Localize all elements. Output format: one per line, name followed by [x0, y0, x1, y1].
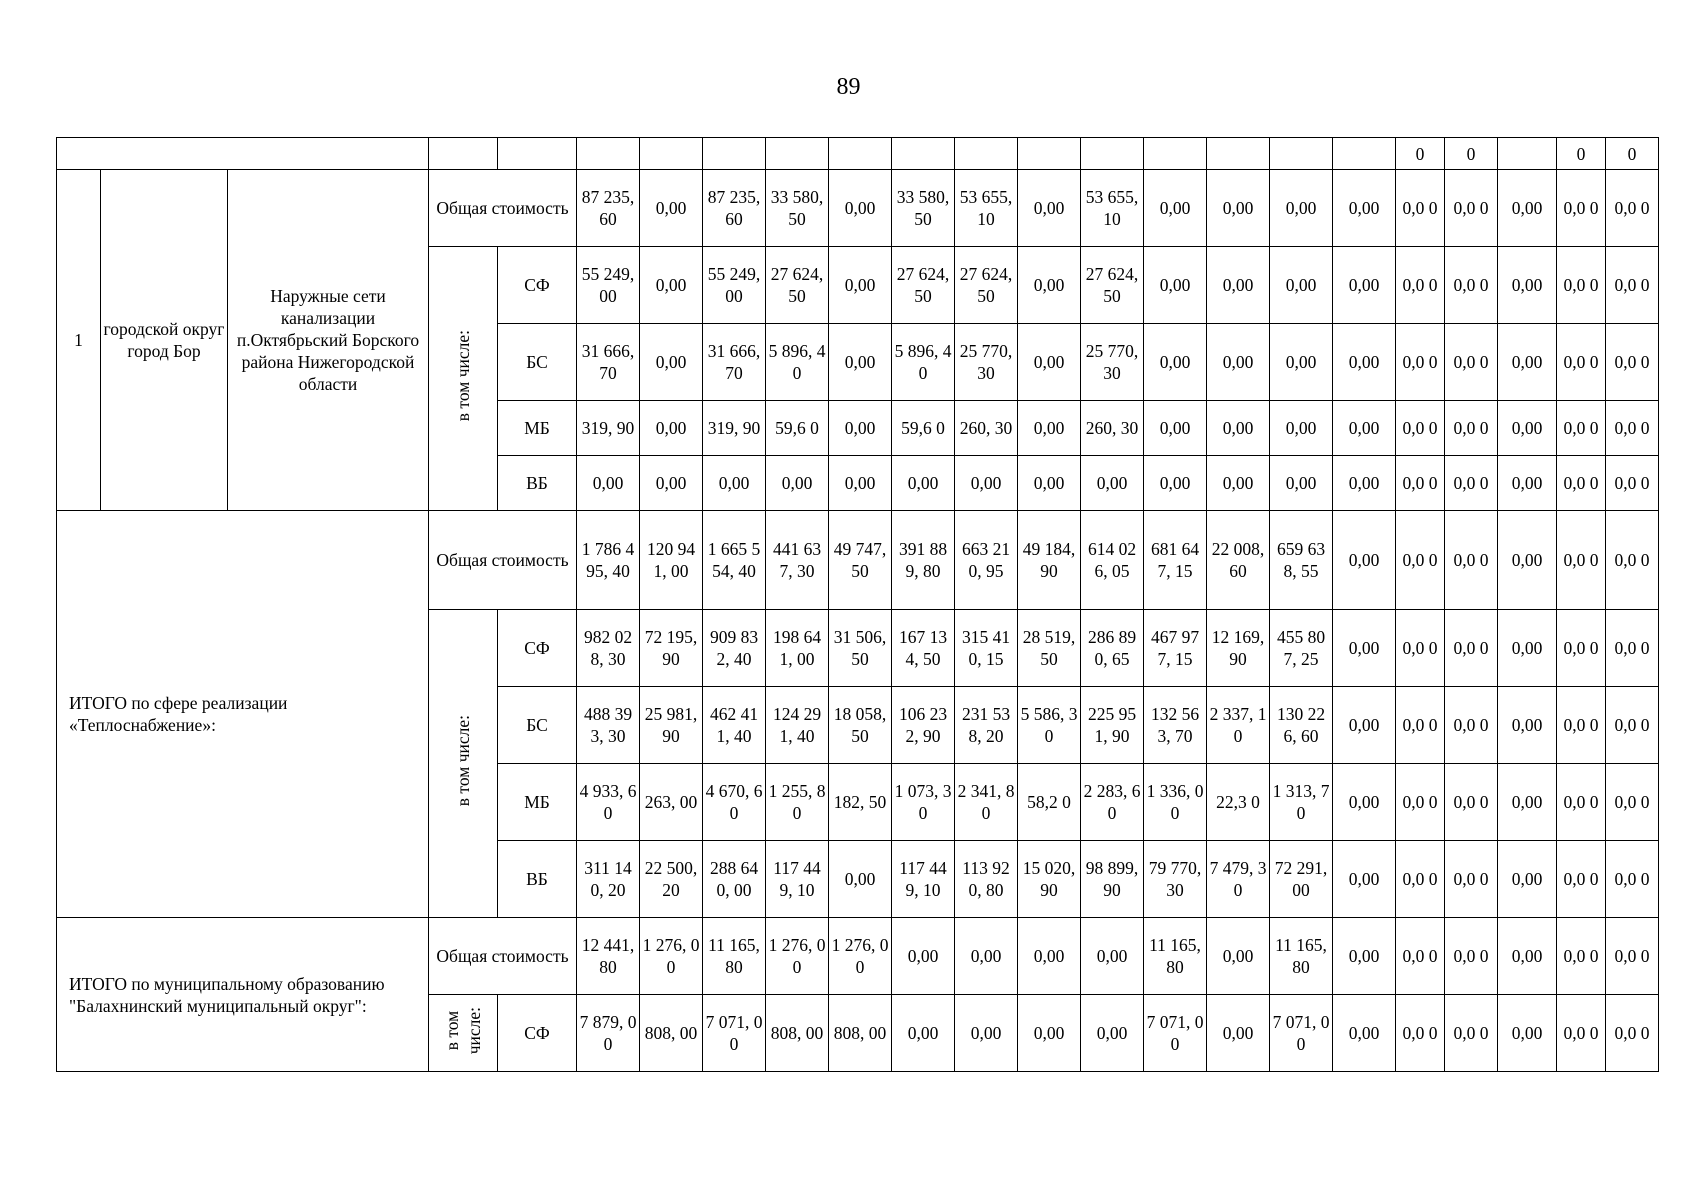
value-cell: 0,0 0: [1606, 456, 1659, 511]
value-cell: 0,0 0: [1396, 841, 1445, 918]
value-cell: 0,0 0: [1557, 401, 1606, 456]
value-cell: 0,00: [1498, 247, 1557, 324]
value-cell: 7 479, 30: [1207, 841, 1270, 918]
value-cell: 0,00: [1207, 170, 1270, 247]
value-cell: 72 291, 00: [1270, 841, 1333, 918]
including-cell: [429, 247, 498, 511]
value-cell: 27 624, 50: [892, 247, 955, 324]
value-cell: 0,0 0: [1557, 511, 1606, 610]
value-cell: 0,00: [1018, 170, 1081, 247]
empty-cell: [640, 138, 703, 170]
value-cell: 0,00: [1207, 456, 1270, 511]
value-cell: 1 336, 00: [1144, 764, 1207, 841]
value-cell: 0,0 0: [1606, 610, 1659, 687]
value-cell: 2 341, 80: [955, 764, 1018, 841]
value-cell: 0,0 0: [1396, 401, 1445, 456]
value-cell: 0,0 0: [1557, 247, 1606, 324]
funding-source: МБ: [498, 401, 577, 456]
value-cell: 0,00: [955, 918, 1018, 995]
value-cell: 0,00: [1498, 764, 1557, 841]
value-cell: 0,0 0: [1606, 170, 1659, 247]
value-cell: 11 165, 80: [1144, 918, 1207, 995]
value-cell: 0,0 0: [1557, 841, 1606, 918]
value-cell: 0: [1557, 138, 1606, 170]
value-cell: 7 879, 00: [577, 995, 640, 1072]
value-cell: 288 640, 00: [703, 841, 766, 918]
value-cell: 0,0 0: [1445, 511, 1498, 610]
value-cell: 0,00: [1144, 456, 1207, 511]
value-cell: 311 140, 20: [577, 841, 640, 918]
funding-source: БС: [498, 324, 577, 401]
value-cell: 182, 50: [829, 764, 892, 841]
value-cell: 0,0 0: [1445, 401, 1498, 456]
value-cell: 18 058, 50: [829, 687, 892, 764]
value-cell: 614 026, 05: [1081, 511, 1144, 610]
value-cell: 0,0 0: [1557, 764, 1606, 841]
value-cell: 0,00: [766, 456, 829, 511]
value-cell: 0: [1445, 138, 1498, 170]
value-cell: 79 770, 30: [1144, 841, 1207, 918]
value-cell: 59,6 0: [766, 401, 829, 456]
value-cell: 87 235, 60: [703, 170, 766, 247]
value-cell: 0,00: [829, 247, 892, 324]
value-cell: 0,0 0: [1445, 170, 1498, 247]
value-cell: 0,00: [703, 456, 766, 511]
value-cell: 0,0 0: [1606, 511, 1659, 610]
value-cell: 467 977, 15: [1144, 610, 1207, 687]
including-cell: [429, 610, 498, 918]
value-cell: 22,3 0: [1207, 764, 1270, 841]
value-cell: 0,0 0: [1396, 511, 1445, 610]
value-cell: 0,00: [640, 401, 703, 456]
empty-cell: [1081, 138, 1144, 170]
empty-cell: [766, 138, 829, 170]
value-cell: 0,00: [829, 841, 892, 918]
value-cell: 4 933, 60: [577, 764, 640, 841]
value-cell: 59,6 0: [892, 401, 955, 456]
value-cell: 5 586, 30: [1018, 687, 1081, 764]
empty-cell: [577, 138, 640, 170]
table-row: [57, 918, 1659, 995]
including-cell: [429, 995, 498, 1072]
value-cell: 0,0 0: [1606, 247, 1659, 324]
value-cell: 0,0 0: [1557, 687, 1606, 764]
value-cell: 0,00: [955, 995, 1018, 1072]
value-cell: 1 276, 00: [640, 918, 703, 995]
value-cell: 0,0 0: [1557, 995, 1606, 1072]
value-cell: 25 770, 30: [1081, 324, 1144, 401]
value-cell: 681 647, 15: [1144, 511, 1207, 610]
empty-cell: [1270, 138, 1333, 170]
value-cell: 0,0 0: [1396, 170, 1445, 247]
empty-cell: [1018, 138, 1081, 170]
value-cell: 1 665 554, 40: [703, 511, 766, 610]
value-cell: 0,0 0: [1445, 687, 1498, 764]
value-cell: 0,00: [1270, 401, 1333, 456]
value-cell: 0,0 0: [1557, 170, 1606, 247]
including-label: в том числе:: [453, 715, 473, 807]
including-label-part: числе:: [464, 1006, 484, 1055]
total-cost-label: Общая стоимость: [429, 170, 577, 247]
value-cell: 98 899, 90: [1081, 841, 1144, 918]
value-cell: 0,00: [1498, 687, 1557, 764]
value-cell: 0,00: [1018, 995, 1081, 1072]
value-cell: 7 071, 00: [1144, 995, 1207, 1072]
value-cell: 0,00: [1498, 918, 1557, 995]
value-cell: 0,00: [577, 456, 640, 511]
value-cell: 982 028, 30: [577, 610, 640, 687]
value-cell: 72 195, 90: [640, 610, 703, 687]
value-cell: 663 210, 95: [955, 511, 1018, 610]
municipality-name: городской округ город Бор: [101, 170, 228, 511]
value-cell: 0,00: [1144, 324, 1207, 401]
value-cell: 0,0 0: [1445, 764, 1498, 841]
value-cell: 2 283, 60: [1081, 764, 1144, 841]
funding-source: ВБ: [498, 456, 577, 511]
value-cell: 0,00: [1333, 995, 1396, 1072]
value-cell: 117 449, 10: [892, 841, 955, 918]
value-cell: 462 411, 40: [703, 687, 766, 764]
value-cell: 0,0 0: [1396, 247, 1445, 324]
subtotal-title: ИТОГО по муниципальному образованию "Балахнинский муниципальный округ":: [57, 918, 429, 1072]
value-cell: 0,0 0: [1396, 918, 1445, 995]
value-cell: 11 165, 80: [1270, 918, 1333, 995]
value-cell: 263, 00: [640, 764, 703, 841]
value-cell: 31 666, 70: [577, 324, 640, 401]
value-cell: 1 073, 30: [892, 764, 955, 841]
value-cell: 0,0 0: [1606, 687, 1659, 764]
value-cell: 1 313, 70: [1270, 764, 1333, 841]
value-cell: 0: [1396, 138, 1445, 170]
value-cell: 0,00: [1333, 170, 1396, 247]
row-index: 1: [57, 170, 101, 511]
table-row: [57, 138, 1659, 170]
value-cell: 31 506, 50: [829, 610, 892, 687]
value-cell: 0,0 0: [1606, 764, 1659, 841]
value-cell: 49 747, 50: [829, 511, 892, 610]
empty-cell: [1333, 138, 1396, 170]
empty-cell: [498, 138, 577, 170]
value-cell: 0,00: [955, 456, 1018, 511]
value-cell: 1 255, 80: [766, 764, 829, 841]
value-cell: 15 020, 90: [1018, 841, 1081, 918]
value-cell: 0,00: [892, 456, 955, 511]
value-cell: 0,0 0: [1557, 610, 1606, 687]
value-cell: 0,0 0: [1557, 918, 1606, 995]
value-cell: 0,00: [1270, 456, 1333, 511]
value-cell: 0,00: [1018, 918, 1081, 995]
value-cell: 909 832, 40: [703, 610, 766, 687]
including-label: [441, 1007, 485, 1054]
empty-cell: [829, 138, 892, 170]
value-cell: 2 337, 10: [1207, 687, 1270, 764]
value-cell: 0,00: [1498, 324, 1557, 401]
value-cell: 53 655, 10: [1081, 170, 1144, 247]
value-cell: 0,00: [1270, 247, 1333, 324]
value-cell: 0,00: [1144, 401, 1207, 456]
value-cell: 0,00: [1081, 918, 1144, 995]
empty-cell: [1498, 138, 1557, 170]
value-cell: 130 226, 60: [1270, 687, 1333, 764]
value-cell: 0,0 0: [1557, 324, 1606, 401]
value-cell: 0,0 0: [1606, 995, 1659, 1072]
empty-cell: [1207, 138, 1270, 170]
value-cell: 0,00: [1333, 401, 1396, 456]
funding-source: БС: [498, 687, 577, 764]
total-cost-label: Общая стоимость: [429, 918, 577, 995]
value-cell: 0,00: [1081, 456, 1144, 511]
value-cell: 28 519, 50: [1018, 610, 1081, 687]
value-cell: 55 249, 00: [703, 247, 766, 324]
value-cell: 124 291, 40: [766, 687, 829, 764]
subtotal-title: ИТОГО по сфере реализации «Теплоснабжение»:: [57, 511, 429, 918]
value-cell: 0,00: [1018, 247, 1081, 324]
value-cell: 0,00: [1207, 995, 1270, 1072]
value-cell: 0,00: [1144, 247, 1207, 324]
value-cell: 0,0 0: [1445, 841, 1498, 918]
value-cell: 0,00: [1498, 401, 1557, 456]
value-cell: 117 449, 10: [766, 841, 829, 918]
total-cost-label: Общая стоимость: [429, 511, 577, 610]
value-cell: 25 770, 30: [955, 324, 1018, 401]
value-cell: 87 235, 60: [577, 170, 640, 247]
including-label-part: в том: [442, 1010, 462, 1051]
value-cell: 0,00: [1498, 511, 1557, 610]
funding-source: МБ: [498, 764, 577, 841]
funding-source: СФ: [498, 995, 577, 1072]
value-cell: 0,00: [1333, 918, 1396, 995]
value-cell: 5 896, 40: [892, 324, 955, 401]
value-cell: 55 249, 00: [577, 247, 640, 324]
value-cell: 0,00: [1207, 918, 1270, 995]
value-cell: 0,0 0: [1606, 841, 1659, 918]
value-cell: 0,00: [1333, 511, 1396, 610]
value-cell: 0,0 0: [1396, 995, 1445, 1072]
value-cell: 0,00: [1207, 324, 1270, 401]
value-cell: 0,0 0: [1445, 456, 1498, 511]
value-cell: 167 134, 50: [892, 610, 955, 687]
value-cell: 1 276, 00: [829, 918, 892, 995]
value-cell: 0,0 0: [1396, 764, 1445, 841]
value-cell: 5 896, 40: [766, 324, 829, 401]
value-cell: 27 624, 50: [766, 247, 829, 324]
value-cell: 0,00: [1018, 456, 1081, 511]
value-cell: 0,00: [892, 918, 955, 995]
value-cell: 4 670, 60: [703, 764, 766, 841]
value-cell: 12 169, 90: [1207, 610, 1270, 687]
value-cell: 0,00: [829, 324, 892, 401]
value-cell: 441 637, 30: [766, 511, 829, 610]
value-cell: 7 071, 00: [703, 995, 766, 1072]
value-cell: 0,00: [1333, 610, 1396, 687]
empty-cell: [892, 138, 955, 170]
funding-source: СФ: [498, 610, 577, 687]
value-cell: 808, 00: [829, 995, 892, 1072]
empty-cell: [703, 138, 766, 170]
value-cell: 113 920, 80: [955, 841, 1018, 918]
value-cell: 315 410, 15: [955, 610, 1018, 687]
value-cell: 120 941, 00: [640, 511, 703, 610]
value-cell: 27 624, 50: [1081, 247, 1144, 324]
value-cell: 198 641, 00: [766, 610, 829, 687]
value-cell: 0,00: [1207, 247, 1270, 324]
value-cell: 0,0 0: [1445, 324, 1498, 401]
value-cell: 286 890, 65: [1081, 610, 1144, 687]
value-cell: 0,00: [892, 995, 955, 1072]
value-cell: 225 951, 90: [1081, 687, 1144, 764]
value-cell: 0,00: [640, 324, 703, 401]
value-cell: 0,0 0: [1606, 324, 1659, 401]
value-cell: 0,0 0: [1396, 687, 1445, 764]
value-cell: 808, 00: [766, 995, 829, 1072]
value-cell: 53 655, 10: [955, 170, 1018, 247]
table-row: [57, 511, 1659, 610]
page-number: 89: [836, 74, 861, 100]
value-cell: 319, 90: [577, 401, 640, 456]
value-cell: 33 580, 50: [892, 170, 955, 247]
value-cell: 0,00: [1018, 401, 1081, 456]
empty-cell: [429, 138, 498, 170]
value-cell: 22 500, 20: [640, 841, 703, 918]
value-cell: 0,00: [829, 170, 892, 247]
value-cell: 0,0 0: [1396, 324, 1445, 401]
value-cell: 0,00: [1333, 841, 1396, 918]
value-cell: 231 538, 20: [955, 687, 1018, 764]
value-cell: 0,00: [1333, 764, 1396, 841]
value-cell: 0,00: [1498, 995, 1557, 1072]
value-cell: 0,00: [1498, 170, 1557, 247]
value-cell: 0,0 0: [1445, 995, 1498, 1072]
value-cell: 0,00: [640, 456, 703, 511]
value-cell: 49 184, 90: [1018, 511, 1081, 610]
value-cell: 0,0 0: [1396, 610, 1445, 687]
value-cell: 260, 30: [1081, 401, 1144, 456]
value-cell: 0,0 0: [1445, 247, 1498, 324]
value-cell: 132 563, 70: [1144, 687, 1207, 764]
value-cell: 11 165, 80: [703, 918, 766, 995]
value-cell: 0,00: [640, 247, 703, 324]
value-cell: 0,00: [1333, 456, 1396, 511]
value-cell: 391 889, 80: [892, 511, 955, 610]
value-cell: 808, 00: [640, 995, 703, 1072]
value-cell: 319, 90: [703, 401, 766, 456]
value-cell: 31 666, 70: [703, 324, 766, 401]
budget-table: [56, 137, 1659, 1072]
value-cell: 25 981, 90: [640, 687, 703, 764]
value-cell: 0,00: [640, 170, 703, 247]
value-cell: 455 807, 25: [1270, 610, 1333, 687]
value-cell: 0,00: [1207, 401, 1270, 456]
funding-source: ВБ: [498, 841, 577, 918]
table-row: [57, 170, 1659, 247]
value-cell: 0,0 0: [1396, 456, 1445, 511]
value-cell: 260, 30: [955, 401, 1018, 456]
value-cell: 0,00: [1498, 841, 1557, 918]
value-cell: 1 786 495, 40: [577, 511, 640, 610]
value-cell: 0,00: [1081, 995, 1144, 1072]
value-cell: 0,00: [1498, 456, 1557, 511]
value-cell: 659 638, 55: [1270, 511, 1333, 610]
value-cell: 12 441, 80: [577, 918, 640, 995]
value-cell: 22 008, 60: [1207, 511, 1270, 610]
value-cell: 106 232, 90: [892, 687, 955, 764]
empty-cell: [57, 138, 429, 170]
value-cell: 0,00: [1333, 247, 1396, 324]
value-cell: 0,00: [829, 401, 892, 456]
value-cell: 0: [1606, 138, 1659, 170]
value-cell: 0,00: [1144, 170, 1207, 247]
value-cell: 0,00: [1498, 610, 1557, 687]
value-cell: 0,00: [1270, 324, 1333, 401]
value-cell: 27 624, 50: [955, 247, 1018, 324]
including-label: в том числе:: [453, 330, 473, 422]
value-cell: 0,0 0: [1445, 918, 1498, 995]
value-cell: 1 276, 00: [766, 918, 829, 995]
object-name: Наружные сети канализации п.Октябрьский Борского района Нижегородской области: [228, 170, 429, 511]
value-cell: 0,00: [1333, 324, 1396, 401]
value-cell: 0,00: [829, 456, 892, 511]
value-cell: 33 580, 50: [766, 170, 829, 247]
funding-source: СФ: [498, 247, 577, 324]
value-cell: 0,0 0: [1445, 610, 1498, 687]
value-cell: 0,00: [1333, 687, 1396, 764]
value-cell: 488 393, 30: [577, 687, 640, 764]
empty-cell: [955, 138, 1018, 170]
value-cell: 0,00: [1270, 170, 1333, 247]
value-cell: 58,2 0: [1018, 764, 1081, 841]
value-cell: 0,0 0: [1606, 918, 1659, 995]
value-cell: 0,00: [1018, 324, 1081, 401]
empty-cell: [1144, 138, 1207, 170]
value-cell: 7 071, 00: [1270, 995, 1333, 1072]
value-cell: 0,0 0: [1606, 401, 1659, 456]
value-cell: 0,0 0: [1557, 456, 1606, 511]
